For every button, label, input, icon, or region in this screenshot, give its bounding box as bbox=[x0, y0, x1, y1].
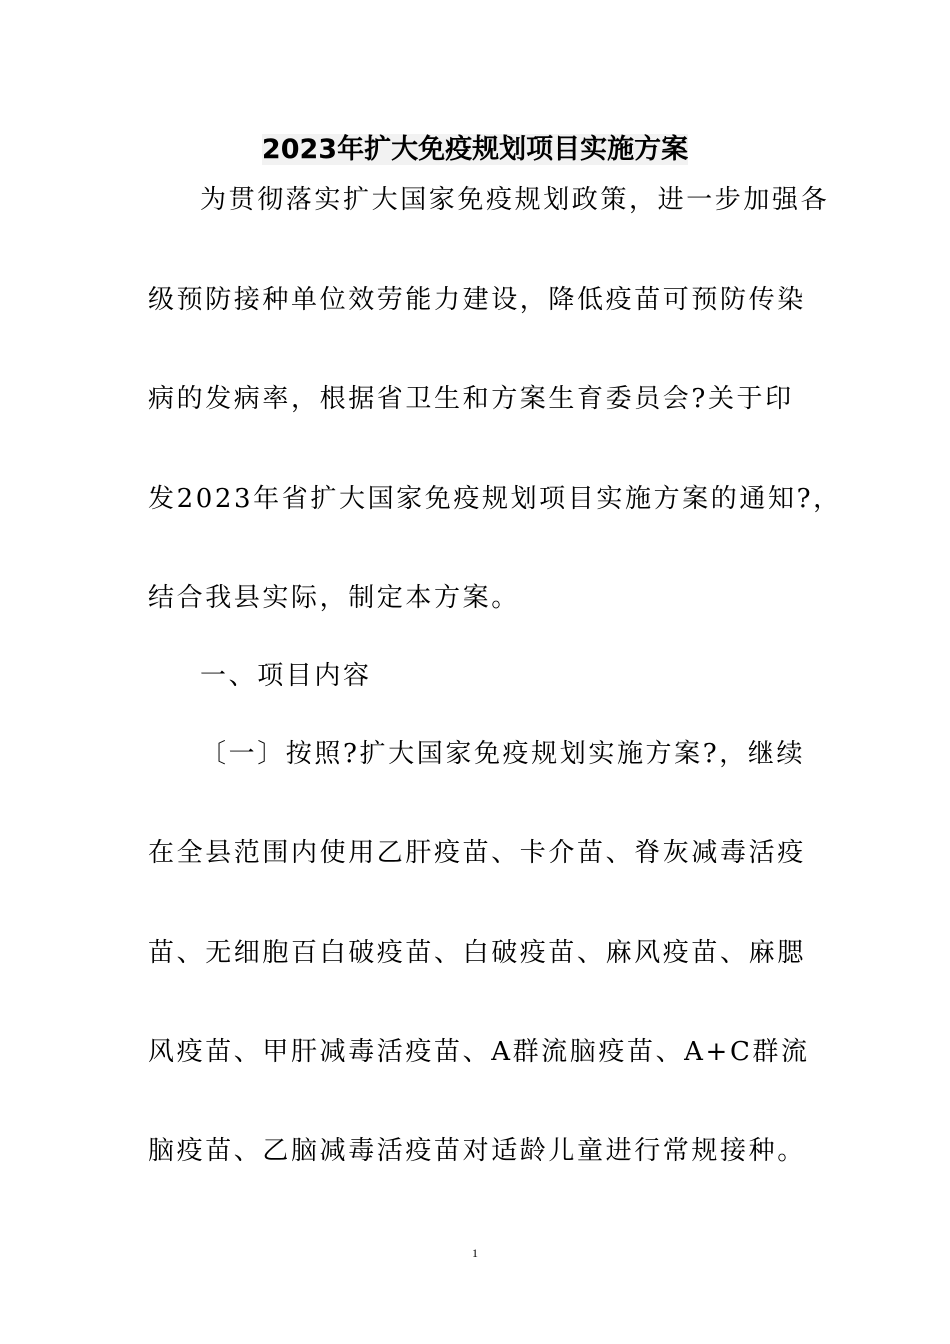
paragraph-line: 发2023年省扩大国家免疫规划项目实施方案的通知?， bbox=[148, 484, 842, 514]
page-number: 1 bbox=[472, 1246, 478, 1260]
document-title bbox=[0, 132, 950, 168]
paragraph-line: 苗、无细胞百白破疫苗、白破疫苗、麻风疫苗、麻腮 bbox=[148, 938, 806, 968]
paragraph-line: 为贯彻落实扩大国家免疫规划政策，进一步加强各 bbox=[200, 185, 830, 215]
paragraph-line: 病的发病率，根据省卫生和方案生育委员会?关于印 bbox=[148, 384, 794, 414]
document-title-text: 2023年扩大免疫规划项目实施方案 bbox=[261, 134, 689, 165]
section-heading: 一、项目内容 bbox=[200, 661, 372, 691]
paragraph-line: 脑疫苗、乙脑减毒活疫苗对适龄儿童进行常规接种。 bbox=[148, 1136, 806, 1166]
paragraph-line: 级预防接种单位效劳能力建设，降低疫苗可预防传染 bbox=[148, 285, 806, 315]
paragraph-line: 〔一〕按照?扩大国家免疫规划实施方案?，继续 bbox=[200, 739, 806, 769]
paragraph-line: 在全县范围内使用乙肝疫苗、卡介苗、脊灰减毒活疫 bbox=[148, 838, 806, 868]
paragraph-line: 风疫苗、甲肝减毒活疫苗、A群流脑疫苗、A+C群流 bbox=[148, 1037, 810, 1067]
paragraph-line: 结合我县实际，制定本方案。 bbox=[148, 583, 520, 613]
